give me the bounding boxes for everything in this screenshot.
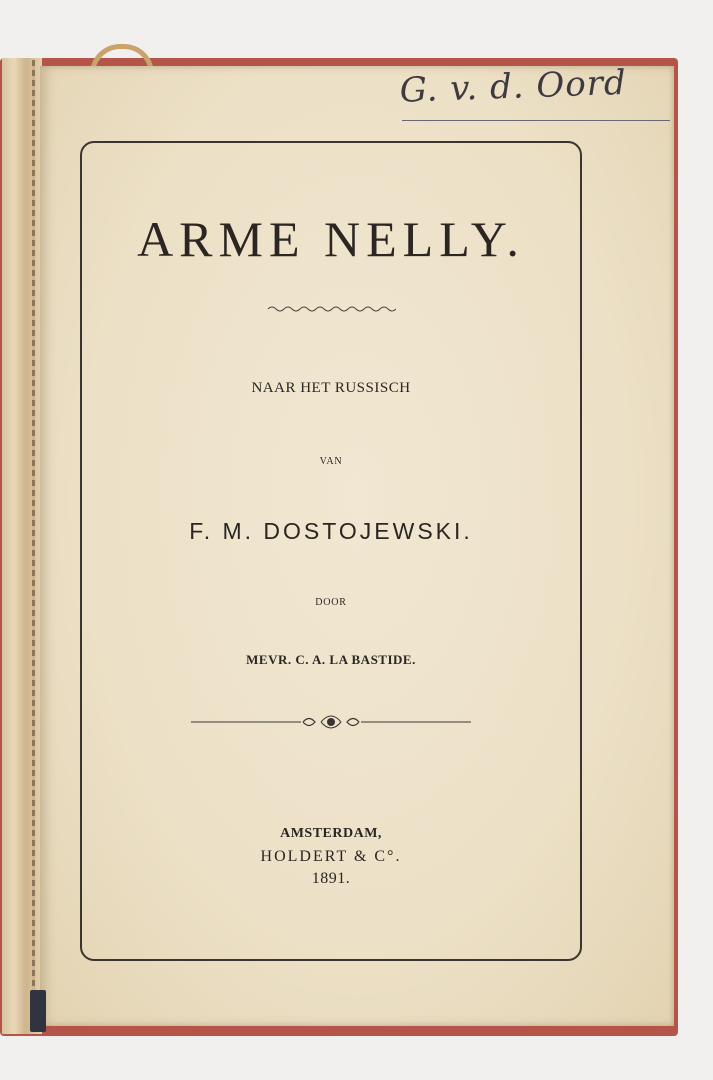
translator-name: MEVR. C. A. LA BASTIDE. xyxy=(246,652,416,667)
subtitle: NAAR HET RUSSISCH xyxy=(251,380,411,396)
imprint-city: AMSTERDAM, xyxy=(280,826,382,841)
by-label: VAN xyxy=(319,456,343,467)
translated-by-label: DOOR xyxy=(315,597,347,608)
owner-signature: G. v. d. Oord xyxy=(399,62,628,111)
book-spine xyxy=(2,58,42,1034)
imprint-publisher: HOLDERT & C°. xyxy=(260,848,402,865)
spine-headband xyxy=(30,990,46,1032)
ornament-divider xyxy=(80,712,582,732)
wave-divider xyxy=(80,302,582,316)
book-title: ARME NELLY. xyxy=(137,211,525,267)
signature-underline xyxy=(402,120,670,121)
author-name: F. M. DOSTOJEWSKI. xyxy=(189,518,473,544)
binding-thread xyxy=(32,60,35,1030)
imprint-year: 1891. xyxy=(311,870,351,887)
